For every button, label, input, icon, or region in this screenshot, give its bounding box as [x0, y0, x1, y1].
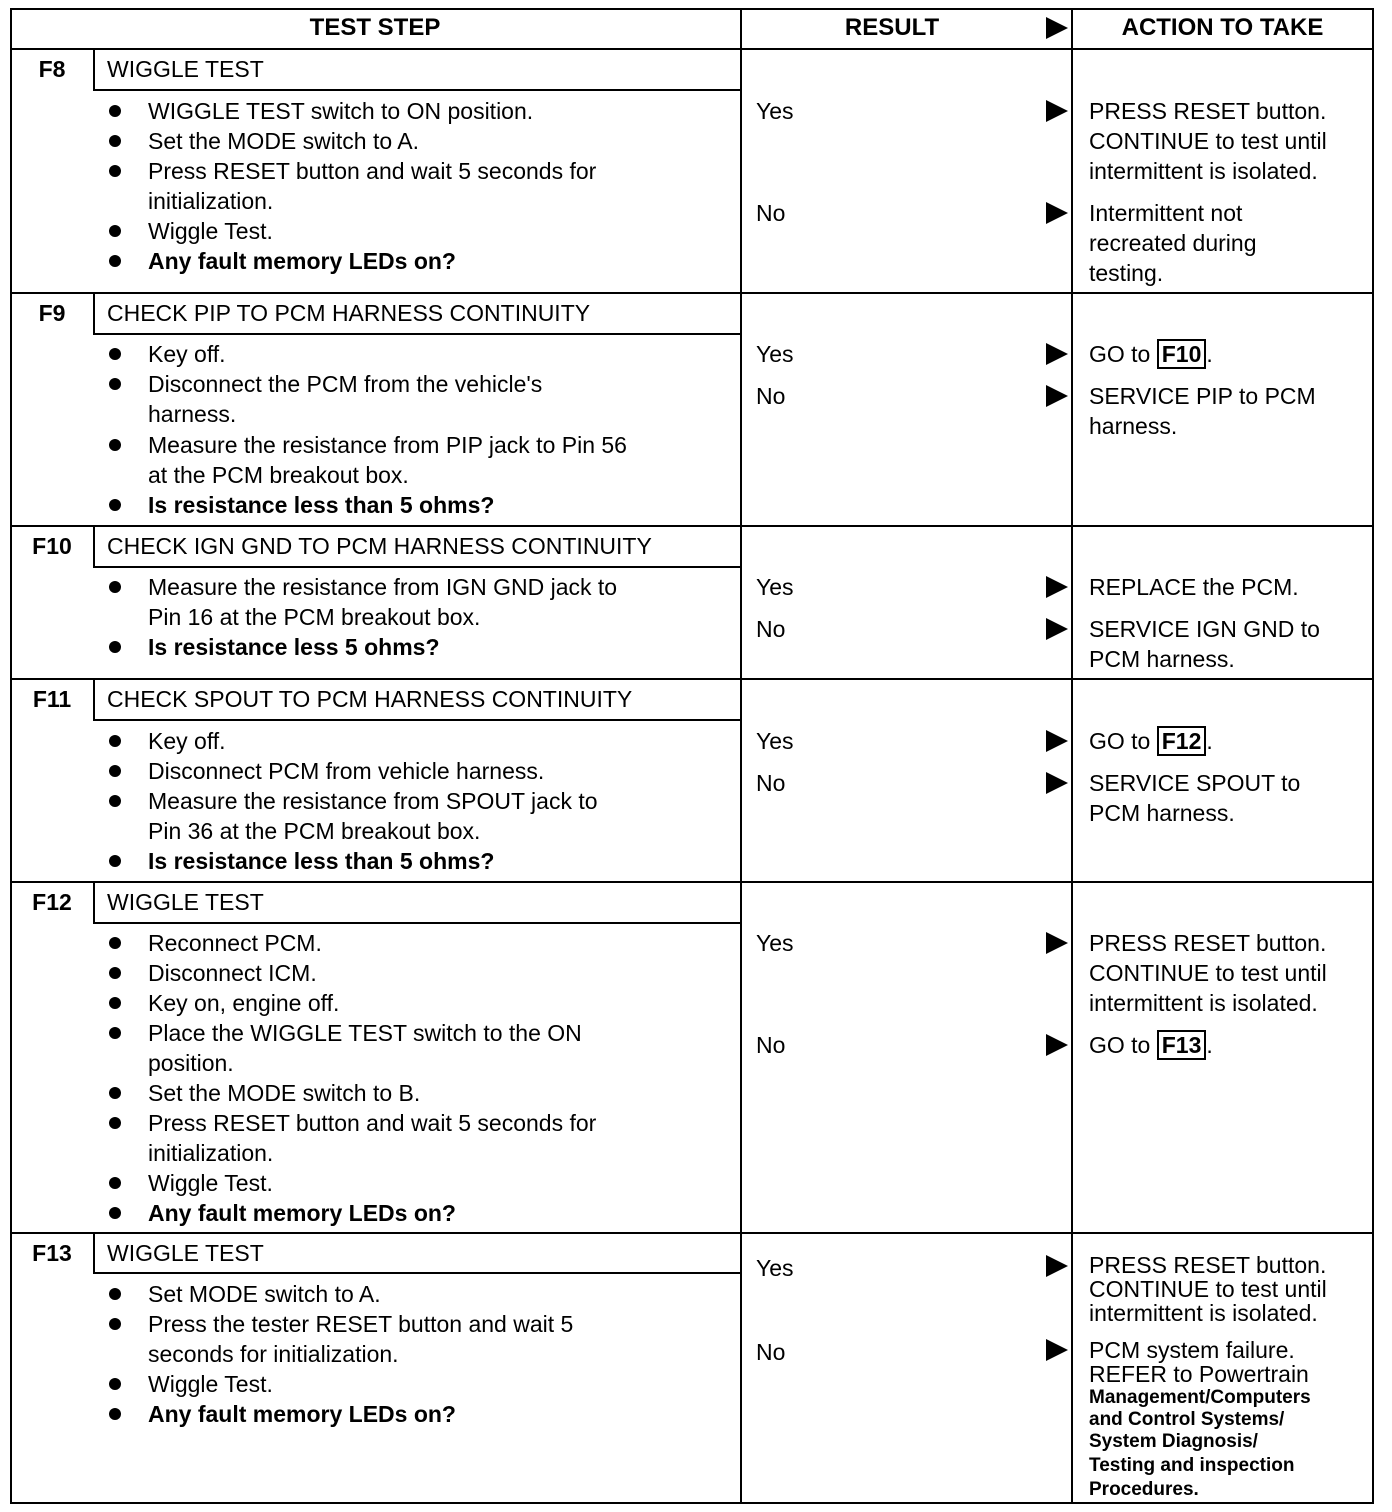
bullet-icon: [109, 855, 121, 867]
action-line: PCM system failure.: [1089, 1337, 1295, 1363]
action-line: REPLACE the PCM.: [1089, 574, 1299, 600]
step-question: Any fault memory LEDs on?: [148, 248, 456, 274]
step-title: CHECK PIP TO PCM HARNESS CONTINUITY: [107, 300, 591, 326]
step-line: Set the MODE switch to B.: [148, 1080, 421, 1106]
step-line: Set MODE switch to A.: [148, 1281, 381, 1307]
step-id: F13: [32, 1240, 72, 1266]
step-question: Is resistance less than 5 ohms?: [148, 492, 495, 518]
step-id: F10: [32, 533, 72, 559]
arrow-icon: [1046, 343, 1068, 365]
bullet-icon: [109, 641, 121, 653]
bullet-icon: [109, 1408, 121, 1420]
bullet-icon: [109, 937, 121, 949]
arrow-icon: [1046, 1255, 1068, 1277]
action-line: intermittent is isolated.: [1089, 158, 1318, 184]
action-line: Testing and inspection: [1089, 1455, 1295, 1476]
arrow-icon: [1046, 100, 1068, 122]
header-test-step: TEST STEP: [309, 14, 441, 41]
step-line: initialization.: [148, 188, 274, 214]
action-line: CONTINUE to test until: [1089, 128, 1327, 154]
bullet-icon: [109, 1318, 121, 1330]
step-line: Place the WIGGLE TEST switch to the ON: [148, 1020, 582, 1046]
step-title: CHECK SPOUT TO PCM HARNESS CONTINUITY: [107, 686, 633, 712]
result-yes: Yes: [756, 1255, 794, 1281]
action-line: CONTINUE to test until: [1089, 1276, 1327, 1302]
action-line: PRESS RESET button.: [1089, 98, 1327, 124]
step-line: at the PCM breakout box.: [148, 462, 409, 488]
step-title: WIGGLE TEST: [107, 889, 264, 915]
bullet-icon: [109, 105, 121, 117]
step-id: F8: [38, 56, 66, 82]
bullet-icon: [109, 165, 121, 177]
bullet-icon: [109, 225, 121, 237]
step-title: WIGGLE TEST: [107, 1240, 264, 1266]
step-line: Pin 36 at the PCM breakout box.: [148, 818, 481, 844]
arrow-icon: [1046, 730, 1068, 752]
step-line: Pin 16 at the PCM breakout box.: [148, 604, 481, 630]
action-line: PCM harness.: [1089, 646, 1235, 672]
bullet-icon: [109, 1177, 121, 1189]
bullet-icon: [109, 967, 121, 979]
result-yes: Yes: [756, 341, 794, 367]
step-line: Measure the resistance from PIP jack to Pin 56: [148, 432, 627, 458]
arrow-icon: [1046, 1034, 1068, 1056]
action-line: PRESS RESET button.: [1089, 1252, 1327, 1278]
action-line: and Control Systems/: [1089, 1409, 1285, 1430]
bullet-icon: [109, 348, 121, 360]
bullet-icon: [109, 1207, 121, 1219]
step-line: Disconnect the PCM from the vehicle's: [148, 371, 543, 397]
action-line: SERVICE SPOUT to: [1089, 770, 1301, 796]
step-line: position.: [148, 1050, 234, 1076]
step-question: Any fault memory LEDs on?: [148, 1200, 456, 1226]
step-line: Measure the resistance from SPOUT jack to: [148, 788, 598, 814]
arrow-icon: [1046, 202, 1068, 224]
step-id: F12: [32, 889, 72, 915]
step-id: F9: [38, 300, 66, 326]
arrow-icon: [1046, 932, 1068, 954]
result-yes: Yes: [756, 728, 794, 754]
step-line: WIGGLE TEST switch to ON position.: [148, 98, 534, 124]
step-line: Disconnect ICM.: [148, 960, 317, 986]
action-goto: GO to F12 .: [1089, 728, 1213, 754]
step-line: Measure the resistance from IGN GND jack to: [148, 574, 618, 600]
action-line: testing.: [1089, 260, 1164, 286]
action-line: Management/Computers: [1089, 1387, 1311, 1408]
action-line: harness.: [1089, 413, 1178, 439]
step-line: Press RESET button and wait 5 seconds for: [148, 158, 597, 184]
step-ref-f12[interactable]: F12: [1157, 726, 1207, 756]
bullet-icon: [109, 439, 121, 451]
action-line: Procedures.: [1089, 1479, 1199, 1500]
step-line: Disconnect PCM from vehicle harness.: [148, 758, 545, 784]
step-line: Wiggle Test.: [148, 218, 273, 244]
step-ref-f13[interactable]: F13: [1157, 1030, 1207, 1060]
action-goto: GO to F13 .: [1089, 1032, 1213, 1058]
arrow-icon: [1046, 618, 1068, 640]
step-line: Wiggle Test.: [148, 1371, 273, 1397]
step-line: Press the tester RESET button and wait 5: [148, 1311, 574, 1337]
result-no: No: [756, 200, 786, 226]
step-question: Is resistance less 5 ohms?: [148, 634, 440, 660]
step-ref-f10[interactable]: F10: [1157, 339, 1207, 369]
action-line: intermittent is isolated.: [1089, 1300, 1318, 1326]
bullet-icon: [109, 135, 121, 147]
action-line: SERVICE PIP to PCM: [1089, 383, 1316, 409]
step-title: CHECK IGN GND TO PCM HARNESS CONTINUITY: [107, 533, 652, 559]
arrow-icon: [1046, 576, 1068, 598]
action-line: REFER to Powertrain: [1089, 1361, 1309, 1387]
bullet-icon: [109, 1117, 121, 1129]
bullet-icon: [109, 581, 121, 593]
step-id: F11: [32, 686, 72, 712]
header-action: ACTION TO TAKE: [1121, 14, 1324, 41]
step-line: Wiggle Test.: [148, 1170, 273, 1196]
arrow-icon: [1046, 385, 1068, 407]
step-line: Set the MODE switch to A.: [148, 128, 419, 154]
bullet-icon: [109, 735, 121, 747]
action-line: Intermittent not: [1089, 200, 1243, 226]
action-goto: GO to F10 .: [1089, 341, 1213, 367]
bullet-icon: [109, 997, 121, 1009]
bullet-icon: [109, 1378, 121, 1390]
bullet-icon: [109, 499, 121, 511]
bullet-icon: [109, 765, 121, 777]
result-no: No: [756, 770, 786, 796]
step-line: Key on, engine off.: [148, 990, 340, 1016]
action-line: PRESS RESET button.: [1089, 930, 1327, 956]
bullet-icon: [109, 255, 121, 267]
header-result: RESULT: [844, 14, 940, 41]
bullet-icon: [109, 795, 121, 807]
step-line: initialization.: [148, 1140, 274, 1166]
action-line: System Diagnosis/: [1089, 1431, 1258, 1452]
bullet-icon: [109, 378, 121, 390]
arrow-icon: [1046, 1339, 1068, 1361]
action-line: SERVICE IGN GND to: [1089, 616, 1320, 642]
result-no: No: [756, 616, 786, 642]
step-title: WIGGLE TEST: [107, 56, 264, 82]
step-line: Reconnect PCM.: [148, 930, 322, 956]
result-no: No: [756, 1032, 786, 1058]
action-line: intermittent is isolated.: [1089, 990, 1318, 1016]
result-yes: Yes: [756, 98, 794, 124]
result-no: No: [756, 383, 786, 409]
bullet-icon: [109, 1027, 121, 1039]
action-line: recreated during: [1089, 230, 1257, 256]
arrow-icon: [1046, 772, 1068, 794]
step-question: Any fault memory LEDs on?: [148, 1401, 456, 1427]
step-question: Is resistance less than 5 ohms?: [148, 848, 495, 874]
step-line: Key off.: [148, 728, 226, 754]
bullet-icon: [109, 1288, 121, 1300]
result-yes: Yes: [756, 574, 794, 600]
result-no: No: [756, 1339, 786, 1365]
step-line: Press RESET button and wait 5 seconds for: [148, 1110, 597, 1136]
step-line: harness.: [148, 401, 237, 427]
action-line: CONTINUE to test until: [1089, 960, 1327, 986]
step-line: seconds for initialization.: [148, 1341, 399, 1367]
bullet-icon: [109, 1087, 121, 1099]
result-yes: Yes: [756, 930, 794, 956]
header-arrow-icon: [1046, 17, 1068, 39]
action-line: PCM harness.: [1089, 800, 1235, 826]
step-line: Key off.: [148, 341, 226, 367]
